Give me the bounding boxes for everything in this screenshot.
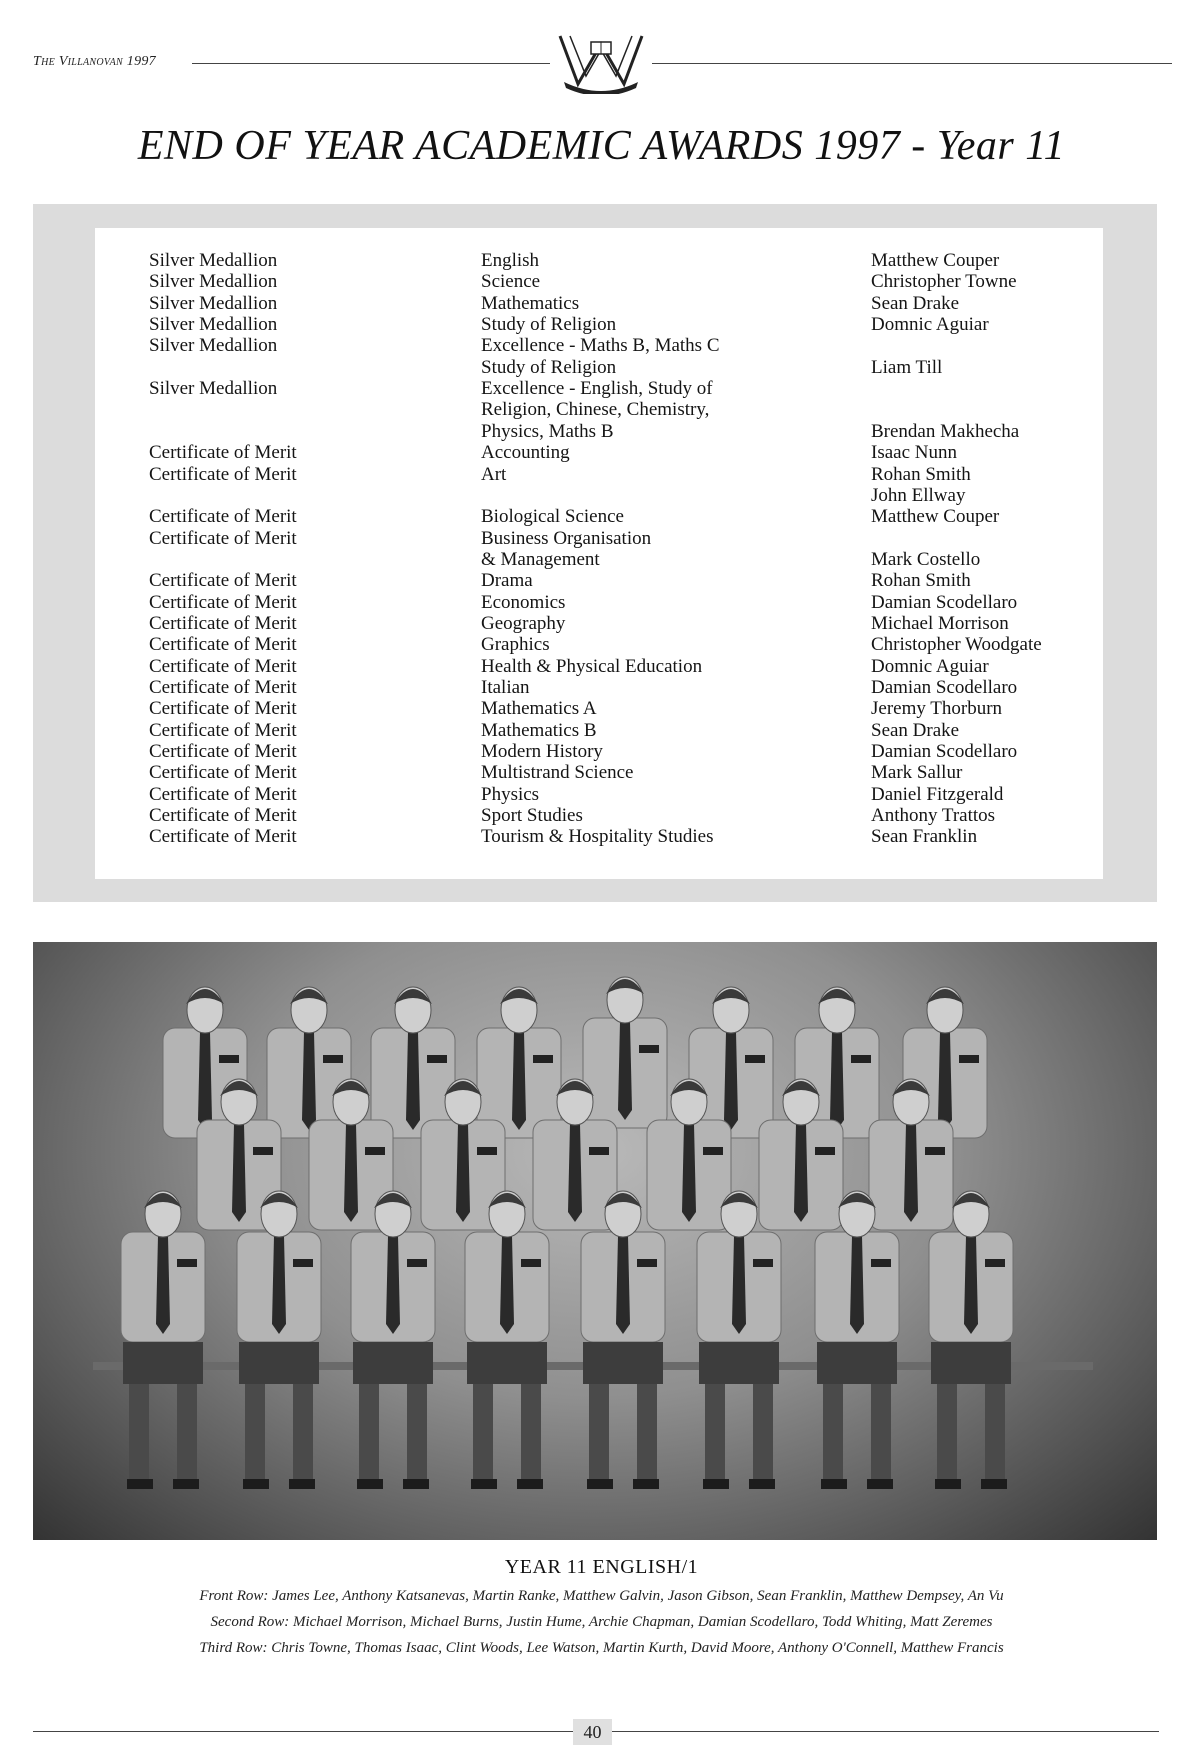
student-tie [386, 1236, 400, 1334]
award-recipient: Rohan Smith [871, 570, 971, 592]
award-recipient: Damian Scodellaro [871, 677, 1018, 698]
student-pocket [323, 1055, 343, 1063]
student-sock [177, 1384, 197, 1479]
award-recipient: Christopher Woodgate [871, 634, 1042, 656]
student-shorts [353, 1342, 433, 1384]
student-sock [705, 1384, 725, 1479]
student-pocket [637, 1259, 657, 1267]
caption-front-row: Front Row: James Lee, Anthony Katsanevas, Martin Ranke, Matthew Galvin, Jason Gibson, Sean Franklin, Matthew Dempsey, An Vu [199, 1588, 1004, 1604]
award-type: Certificate of Merit [149, 698, 297, 720]
student-tie [682, 1124, 696, 1222]
student-tie [156, 1236, 170, 1334]
award-subject: Physics, Maths B [481, 420, 614, 442]
student-shorts [931, 1342, 1011, 1384]
student-sock [937, 1384, 957, 1479]
student-sock [521, 1384, 541, 1479]
photo-caption-title: YEAR 11 ENGLISH/1 [504, 1556, 699, 1578]
student-tie [616, 1236, 630, 1334]
award-subject: Italian [481, 677, 530, 698]
award-subject: Study of Religion [481, 356, 617, 378]
student-pocket [293, 1259, 313, 1267]
award-type: Certificate of Merit [149, 570, 297, 592]
award-subject: Accounting [481, 442, 570, 464]
award-type: Silver Medallion [149, 271, 278, 293]
award-recipient: Rohan Smith [871, 463, 971, 485]
award-recipient: Christopher Towne [871, 271, 1017, 293]
award-recipient: Sean Drake [871, 719, 960, 741]
student-tie [964, 1236, 978, 1334]
student-tie [904, 1124, 918, 1222]
student-pocket [703, 1147, 723, 1155]
award-type: Certificate of Merit [149, 783, 297, 805]
page-title: END OF YEAR ACADEMIC AWARDS 1997 - Year 11 [137, 123, 1066, 169]
class-photo [33, 942, 1157, 1540]
header-rule-right [652, 63, 1172, 64]
student-shoe [243, 1479, 269, 1489]
student-tie [198, 1032, 212, 1130]
student-sock [753, 1384, 773, 1479]
award-type: Certificate of Merit [149, 527, 297, 549]
award-recipient: Daniel Fitzgerald [871, 783, 1004, 805]
award-subject: & Management [481, 548, 600, 570]
student-pocket [753, 1259, 773, 1267]
student-pocket [477, 1147, 497, 1155]
award-recipient: Anthony Trattos [871, 805, 996, 827]
award-subject: Mathematics [481, 292, 580, 314]
student-tie [938, 1032, 952, 1130]
award-subject: Religion, Chinese, Chemistry, [481, 399, 710, 421]
student-tie [406, 1032, 420, 1130]
award-recipient: Domnic Aguiar [871, 314, 989, 336]
award-recipient: Michael Morrison [871, 612, 1009, 634]
student-shoe [127, 1479, 153, 1489]
caption-second-row: Second Row: Michael Morrison, Michael Burns, Justin Hume, Archie Chapman, Damian Scodellaro, Todd Whiting, Matt Zeremes [210, 1614, 993, 1630]
award-recipient: Matthew Couper [871, 506, 1000, 528]
student-pocket [521, 1259, 541, 1267]
footer-rule-left [33, 1731, 573, 1732]
award-subject: Geography [481, 612, 566, 634]
student-shoe [517, 1479, 543, 1489]
student-shoe [821, 1479, 847, 1489]
student-sock [293, 1384, 313, 1479]
award-type: Certificate of Merit [149, 634, 297, 656]
award-recipient: Sean Franklin [871, 826, 978, 848]
student-tie [830, 1032, 844, 1130]
award-recipient: Domnic Aguiar [871, 655, 989, 677]
student-shorts [239, 1342, 319, 1384]
award-recipient: Mark Costello [871, 548, 981, 570]
student-pocket [219, 1055, 239, 1063]
student-shoe [471, 1479, 497, 1489]
header-rule-left [192, 63, 550, 64]
student-pocket [177, 1259, 197, 1267]
award-subject: Mathematics B [481, 719, 597, 741]
award-type: Certificate of Merit [149, 612, 297, 634]
student-pocket [253, 1147, 273, 1155]
student-shoe [703, 1479, 729, 1489]
student-tie [568, 1124, 582, 1222]
award-type: Certificate of Merit [149, 591, 297, 613]
student-pocket [815, 1147, 835, 1155]
award-subject: Excellence - English, Study of [481, 378, 713, 400]
award-recipient: Isaac Nunn [871, 442, 957, 464]
award-subject: Modern History [481, 741, 603, 763]
award-type: Silver Medallion [149, 314, 278, 336]
student-sock [985, 1384, 1005, 1479]
student-tie [302, 1032, 316, 1130]
school-crest-logo [556, 30, 646, 94]
student-tie [500, 1236, 514, 1334]
award-subject: Biological Science [481, 506, 624, 528]
student-pocket [959, 1055, 979, 1063]
student-sock [245, 1384, 265, 1479]
award-subject: Physics [481, 783, 540, 805]
student-sock [871, 1384, 891, 1479]
award-recipient: Jeremy Thorburn [871, 698, 1003, 720]
award-type: Certificate of Merit [149, 741, 297, 763]
student-shoe [749, 1479, 775, 1489]
student-pocket [407, 1259, 427, 1267]
student-tie [272, 1236, 286, 1334]
student-tie [344, 1124, 358, 1222]
award-subject: Tourism & Hospitality Studies [481, 826, 714, 848]
award-subject: Excellence - Maths B, Maths C [481, 335, 720, 357]
running-title: The Villanovan 1997 [33, 54, 156, 69]
awards-list [95, 228, 1103, 879]
award-recipient: John Ellway [871, 484, 966, 506]
award-subject: Graphics [481, 634, 550, 656]
class-photo-figures [33, 942, 1157, 1540]
award-type: Silver Medallion [149, 378, 278, 400]
award-subject: Art [481, 463, 507, 485]
award-subject: Sport Studies [481, 805, 583, 827]
student-sock [129, 1384, 149, 1479]
student-sock [359, 1384, 379, 1479]
student-shoe [587, 1479, 613, 1489]
student-shoe [289, 1479, 315, 1489]
student-tie [512, 1032, 526, 1130]
footer-rule-right [612, 1731, 1159, 1732]
award-subject: Mathematics A [481, 698, 597, 720]
student-pocket [533, 1055, 553, 1063]
student-sock [473, 1384, 493, 1479]
student-shoe [981, 1479, 1007, 1489]
student-shoe [935, 1479, 961, 1489]
student-shorts [123, 1342, 203, 1384]
award-type: Certificate of Merit [149, 805, 297, 827]
award-recipient: Damian Scodellaro [871, 591, 1018, 613]
student-tie [456, 1124, 470, 1222]
student-sock [407, 1384, 427, 1479]
student-pocket [427, 1055, 447, 1063]
award-type: Silver Medallion [149, 292, 278, 314]
award-type: Certificate of Merit [149, 506, 297, 528]
award-subject: English [481, 250, 540, 271]
student-shorts [699, 1342, 779, 1384]
award-type: Certificate of Merit [149, 442, 297, 464]
student-pocket [745, 1055, 765, 1063]
award-subject: Science [481, 271, 541, 293]
award-subject: Study of Religion [481, 314, 617, 336]
award-recipient: Sean Drake [871, 292, 960, 314]
student-pocket [589, 1147, 609, 1155]
awards-panel [33, 204, 1157, 902]
student-pocket [851, 1055, 871, 1063]
student-shoe [173, 1479, 199, 1489]
award-subject: Drama [481, 570, 533, 592]
student-pocket [871, 1259, 891, 1267]
award-recipient: Damian Scodellaro [871, 741, 1018, 763]
caption-third-row: Third Row: Chris Towne, Thomas Isaac, Clint Woods, Lee Watson, Martin Kurth, David Moore, Anthony O'Connell, Matthew Francis [199, 1640, 1004, 1656]
award-subject: Economics [481, 591, 566, 613]
award-type: Certificate of Merit [149, 677, 297, 698]
award-subject: Multistrand Science [481, 762, 634, 784]
student-tie [232, 1124, 246, 1222]
award-recipient: Liam Till [871, 356, 943, 378]
student-shorts [817, 1342, 897, 1384]
page-header [0, 0, 1203, 120]
student-sock [823, 1384, 843, 1479]
award-recipient: Brendan Makhecha [871, 420, 1020, 442]
student-shoe [403, 1479, 429, 1489]
award-recipient: Mark Sallur [871, 762, 963, 784]
student-shoe [357, 1479, 383, 1489]
student-shorts [467, 1342, 547, 1384]
student-pocket [365, 1147, 385, 1155]
student-tie [794, 1124, 808, 1222]
student-tie [850, 1236, 864, 1334]
award-type: Certificate of Merit [149, 762, 297, 784]
student-shoe [867, 1479, 893, 1489]
award-type: Certificate of Merit [149, 463, 297, 485]
student-shorts [583, 1342, 663, 1384]
award-type: Certificate of Merit [149, 719, 297, 741]
student-pocket [925, 1147, 945, 1155]
award-type: Silver Medallion [149, 250, 278, 271]
student-sock [589, 1384, 609, 1479]
student-pocket [985, 1259, 1005, 1267]
award-type: Certificate of Merit [149, 826, 297, 848]
page-number: 40 [573, 1719, 612, 1745]
award-subject: Health & Physical Education [481, 655, 703, 677]
student-tie [724, 1032, 738, 1130]
student-pocket [639, 1045, 659, 1053]
award-type: Certificate of Merit [149, 655, 297, 677]
student-tie [618, 1022, 632, 1120]
award-type: Silver Medallion [149, 335, 278, 357]
award-recipient: Matthew Couper [871, 250, 1000, 271]
student-shoe [633, 1479, 659, 1489]
student-tie [732, 1236, 746, 1334]
student-sock [637, 1384, 657, 1479]
award-subject: Business Organisation [481, 527, 652, 549]
